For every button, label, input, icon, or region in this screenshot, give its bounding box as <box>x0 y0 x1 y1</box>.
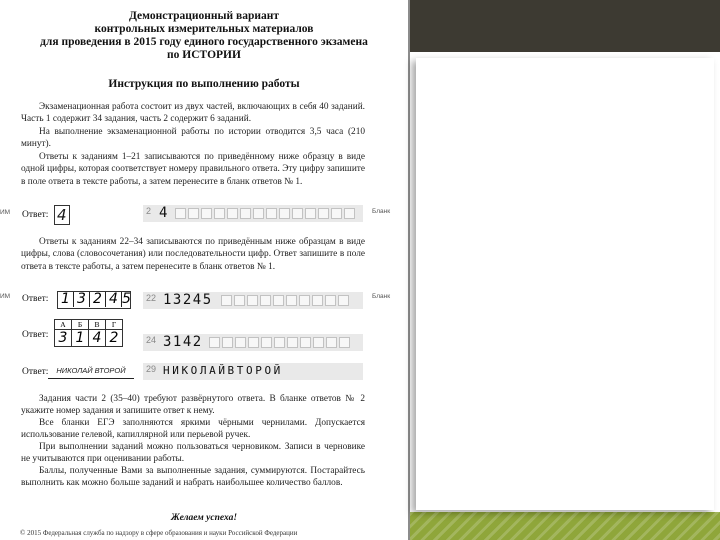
answer-label-1: Ответ: <box>22 210 49 220</box>
answer-blank-row-3 <box>143 334 363 351</box>
handwritten-digit: 5 <box>122 291 131 307</box>
blank-cell <box>221 295 232 306</box>
blank-cell <box>313 337 324 348</box>
paragraph-parts <box>21 101 365 126</box>
copyright-footer: © 2015 Федеральная служба по надзору в сфере образования и науки Российской Федерации <box>20 529 298 537</box>
paragraph-parts-text: Экзаменационная работа состоит из двух частей, включающих в себя 40 заданий. Часть 1 содержит 34 задания, часть 2 содержит 6 заданий. <box>21 102 365 125</box>
blank-cell <box>175 208 186 219</box>
answer-blank-row-1 <box>143 205 363 222</box>
blank-cell <box>201 208 212 219</box>
paragraph-ink <box>21 417 365 442</box>
blank-cell <box>331 208 342 219</box>
decoration-dark-band <box>410 0 720 52</box>
paragraph-part-2-text: Задания части 2 (35–40) требуют развёрнутого ответа. В бланке ответов № 2 укажите номер задания и запишите ответ к нему. <box>21 394 365 417</box>
blank-cell <box>312 295 323 306</box>
table-header-cell: В <box>89 320 106 330</box>
good-luck-text: Желаем успеха! <box>170 513 238 523</box>
blank-cell <box>235 337 246 348</box>
paragraph-answers-1-21 <box>21 151 365 188</box>
decoration-stripe-pattern <box>410 512 720 540</box>
handwritten-digit: 2 <box>106 330 123 347</box>
handwritten-answer-4: НИКОЛАЙ ВТОРОЙ <box>48 366 134 379</box>
side-label-right-1: Бланк <box>372 208 391 215</box>
answer-field-1 <box>54 205 70 225</box>
blank-cell <box>266 208 277 219</box>
blank-cell <box>299 295 310 306</box>
handwritten-digit: 2 <box>90 292 106 307</box>
table-header-cell: А <box>55 320 72 330</box>
blank-task-number-4: 29 <box>146 364 157 374</box>
blank-answer-value-3: 3142 <box>163 334 203 350</box>
blank-cell <box>339 337 350 348</box>
paragraph-ink-text: Все бланки ЕГЭ заполняются яркими чёрными чернилами. Допускается использование гелевой, капиллярной или перьевой ручек. <box>21 418 365 441</box>
answer-label-2: Ответ: <box>22 294 49 304</box>
paragraph-scores-text: Баллы, полученные Вами за выполненные задания, суммируются. Постарайтесь выполнить как можно больше заданий и набрать наибольшее количество баллов. <box>21 466 365 489</box>
blank-cell <box>209 337 220 348</box>
paragraph-scores <box>21 465 365 490</box>
blank-cell <box>344 208 355 219</box>
blank-cell <box>286 295 297 306</box>
blank-task-number-1: 2 <box>146 206 152 216</box>
blank-answer-value-4: НИКОЛАЙВТОРОЙ <box>163 364 283 377</box>
paragraph-part-2 <box>21 393 365 418</box>
blank-cell <box>273 295 284 306</box>
blank-cell <box>248 337 259 348</box>
blank-cell <box>300 337 311 348</box>
answer-blank-row-4 <box>143 363 363 380</box>
blank-cell <box>260 295 271 306</box>
blank-cell <box>326 337 337 348</box>
doc-title-line-1: Демонстрационный вариант <box>129 10 279 22</box>
decoration-white-card <box>416 58 714 510</box>
answer-label-3: Ответ: <box>22 330 49 340</box>
blank-cell <box>261 337 272 348</box>
blank-cell <box>214 208 225 219</box>
blank-task-number-3: 24 <box>146 335 157 345</box>
side-label-left-1: ИМ <box>0 209 11 216</box>
paragraph-time <box>21 126 365 151</box>
paragraph-answers-1-21-text: Ответы к заданиям 1–21 записываются по приведённому ниже образцу в виде одной цифры, которая соответствует номеру правильного ответа. Эту цифру запишите в поле ответа в тексте работы, а затем перенесите в бланк ответов № 1. <box>21 152 365 187</box>
paragraph-time-text: На выполнение экзаменационной работы по истории отводится 3,5 часа (210 минут). <box>21 127 365 150</box>
blank-cell <box>253 208 264 219</box>
side-label-left-2: ИМ <box>0 293 11 300</box>
blank-answer-value-1: 4 <box>159 205 169 221</box>
blank-cell <box>227 208 238 219</box>
blank-cell <box>247 295 258 306</box>
doc-title-line-4: по ИСТОРИИ <box>167 49 241 61</box>
blank-task-number-2: 22 <box>146 293 157 303</box>
answer-field-2 <box>57 291 131 309</box>
answer-matching-table <box>54 319 123 347</box>
paragraph-answers-22-34 <box>21 236 365 273</box>
blank-cell <box>318 208 329 219</box>
blank-cell <box>325 295 336 306</box>
paragraph-draft <box>21 441 365 466</box>
blank-cell <box>274 337 285 348</box>
doc-title-line-2: контрольных измерительных материалов <box>94 23 314 35</box>
blank-cell <box>338 295 349 306</box>
doc-title-line-3: для проведения в 2015 году единого государственного экзамена <box>40 36 368 48</box>
slide-decoration-panel <box>410 0 720 540</box>
instruction-heading: Инструкция по выполнению работы <box>108 78 300 90</box>
answer-label-4: Ответ: <box>22 367 49 377</box>
blank-cell <box>240 208 251 219</box>
handwritten-digit: 4 <box>89 330 106 347</box>
blank-cell <box>292 208 303 219</box>
handwritten-digit: 1 <box>58 292 74 307</box>
blank-cell <box>287 337 298 348</box>
blank-cell <box>188 208 199 219</box>
blank-cell <box>222 337 233 348</box>
side-label-right-2: Бланк <box>372 293 391 300</box>
handwritten-digit: 3 <box>55 330 72 347</box>
handwritten-answer-1: 4 <box>57 206 67 224</box>
handwritten-digit: 1 <box>72 330 89 347</box>
handwritten-digit: 4 <box>106 292 122 307</box>
blank-answer-value-2: 13245 <box>163 292 213 308</box>
handwritten-digit: 3 <box>74 292 90 307</box>
blank-cell <box>234 295 245 306</box>
answer-blank-row-2 <box>143 292 363 309</box>
paragraph-answers-22-34-text: Ответы к заданиям 22–34 записываются по приведённым ниже образцам в виде цифры, слова (словосочетания) или последовательности цифр. Ответ запишите в поле ответа в тексте работы, а затем перенесите в бланк ответов № 1. <box>21 237 365 272</box>
table-header-cell: Г <box>106 320 123 330</box>
blank-cell <box>279 208 290 219</box>
paragraph-draft-text: При выполнении заданий можно пользоваться черновиком. Записи в черновике не учитываются при оценивании работы. <box>21 442 365 465</box>
table-header-cell: Б <box>72 320 89 330</box>
blank-cell <box>305 208 316 219</box>
